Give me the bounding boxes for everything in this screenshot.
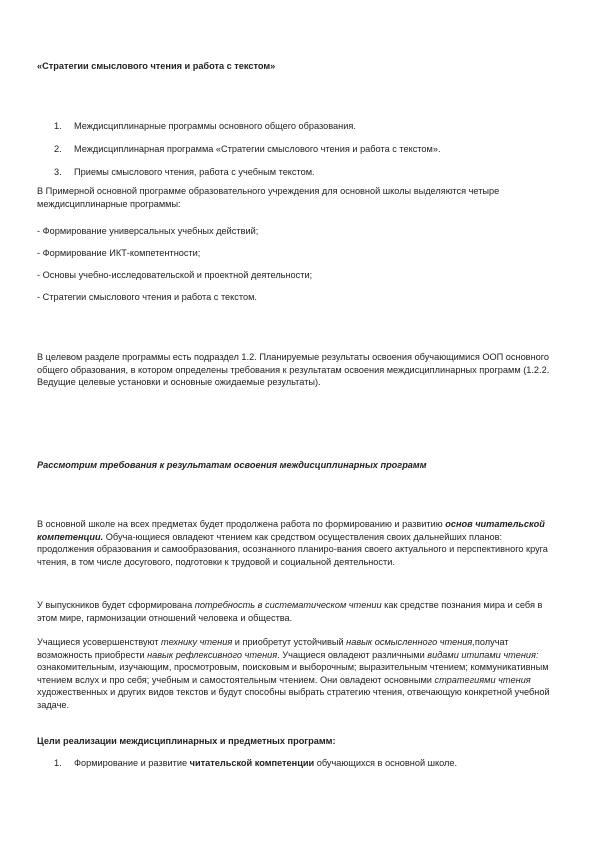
text-run: Учащиеся усовершенствуют [37,637,162,647]
reading-need-paragraph [37,599,559,624]
goal-item-number: 1. [54,758,62,768]
text-run: У выпускников будет сформирована [37,600,195,610]
text-run: художественных и других видов текстов и будут способны выбрать стратегию чтения, отвечающую конкретной учебной задаче. [37,687,550,710]
emphasis-text: основ читательской компетенции. [37,519,545,542]
text-run: как средстве познания мира и себя в этом мире, гармонизации отношений человека и общества. [37,600,543,623]
text-run: обучающихся в основной школе. [314,758,458,768]
program-list-item: - Основы учебно-исследовательской и проектной деятельности; [37,270,313,280]
text-run: В основной школе на всех предметах будет продолжена работа по формированию и развитию [37,519,446,529]
reading-competence-paragraph [37,518,559,568]
emphasis-text: технику чтения [161,637,233,647]
intro-paragraph: В Примерной основной программе образовательного учреждения для основной школы выделяются четыре междисциплинарные программы: [37,186,500,209]
program-list-item: - Формирование универсальных учебных действий; [37,226,259,236]
target-section-paragraph: В целевом разделе программы есть подраздел 1.2. Планируемые результаты освоения обучающимися ООП основного общего образования, в котором определены требования к результатам освоения междисциплинарных программ (1.2.2. Ведущие целевые установки и основные ожидаемые результаты). [37,352,550,388]
emphasis-text: навык осмысленного чтения, [346,637,475,647]
emphasis-text: читательской компетенции [189,758,315,768]
toc-item-number: 1. [54,121,62,131]
program-list-item: - Формирование ИКТ-компетентности; [37,248,201,258]
toc-item-number: 2. [54,144,62,154]
toc-item-text: Междисциплинарная программа «Стратегии смыслового чтения и работа с текстом». [74,144,441,154]
text-run: получат возможность приобрести [37,637,509,660]
emphasis-text: навык рефлексивного чтения [147,649,278,660]
goals-heading: Цели реализации междисциплинарных и предметных программ: [37,736,336,746]
emphasis-text: видами итипами чтения: [427,649,539,660]
text-run: и приобретут устойчивый [232,637,347,647]
reading-skills-paragraph [37,636,559,712]
text-run: ознакомительным, изучающим, просмотровым, поисковым и выборочным; выразительным чтением; коммуникативным чтением вслух и про себя; учебным и самостоятельным чтением. Они овладеют основными [37,662,549,685]
toc-item-text: Приемы смыслового чтения, работа с учебным текстом. [74,167,315,177]
program-list-item: - Стратегии смыслового чтения и работа с текстом. [37,292,257,302]
toc-item-text: Междисциплинарные программы основного общего образования. [74,121,356,131]
toc-item-number: 3. [54,167,62,177]
document-title: «Стратегии смыслового чтения и работа с текстом» [37,61,276,71]
goal-item-text [74,757,457,769]
text-run: Обуча-ющиеся овладеют чтением как средством осуществления своих дальнейших планов: продолжения образования и самообразования, осознанного планиро-вания своего актуального и перспективного круга чтения, в том числе досугового, подготовки к трудовой и социальной деятельности. [37,531,548,567]
text-run: Формирование и развитие [74,758,190,768]
emphasis-text: стратегиями чтения [434,674,531,685]
text-run: . Учащиеся овладеют различными [277,649,428,660]
emphasis-text: потребность в систематическом чтении [194,600,382,610]
section-heading: Рассмотрим требования к результатам освоения междисциплинарных программ [37,460,427,470]
